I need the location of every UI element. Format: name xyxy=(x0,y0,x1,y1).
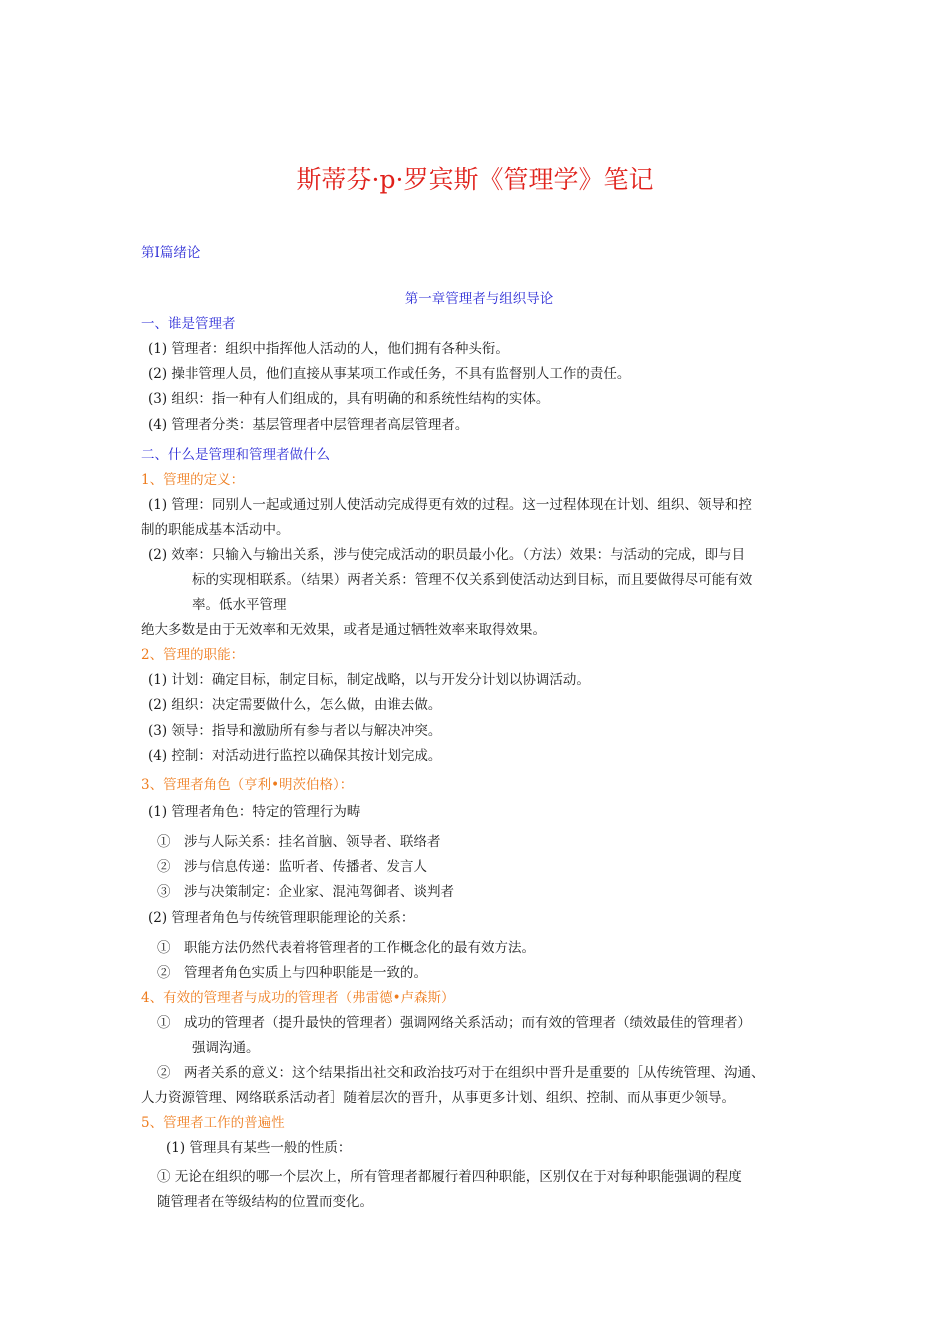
sub-list-item: ① 涉与人际关系：挂名首脑、领导者、联络者 xyxy=(157,834,441,850)
paragraph-line: ① 成功的管理者（提升最快的管理者）强调网络关系活动；而有效的管理者（绩效最佳的管理者） xyxy=(157,1015,751,1031)
paragraph-line: ② 两者关系的意义：这个结果指出社交和政治技巧对于在组织中晋升是重要的［从传统管理、沟通、 xyxy=(157,1065,765,1081)
document-title: 斯蒂芬·p·罗宾斯《管理学》笔记 xyxy=(296,165,654,194)
list-item: (1) 计划：确定目标，制定目标，制定战略，以与开发分计划以协调活动。 xyxy=(148,672,590,688)
sub-list-item: ② 管理者角色实质上与四种职能是一致的。 xyxy=(157,965,427,981)
sub-list-item: ① 职能方法仍然代表着将管理者的工作概念化的最有效方法。 xyxy=(157,940,535,956)
paragraph-line: 绝大多数是由于无效率和无效果，或者是通过牺牲效率来取得效果。 xyxy=(141,622,546,638)
section-heading: 二、什么是管理和管理者做什么 xyxy=(141,447,330,463)
subsection-heading: 2、管理的职能： xyxy=(141,647,245,663)
list-item: (4) 管理者分类：基层管理者中层管理者高层管理者。 xyxy=(148,417,469,433)
paragraph-line: 强调沟通。 xyxy=(192,1040,260,1056)
sub-list-item: ② 涉与信息传递：监听者、传播者、发言人 xyxy=(157,859,427,875)
subsection-heading: 5、管理者工作的普遍性 xyxy=(141,1115,285,1131)
part-heading: 第Ⅰ篇绪论 xyxy=(141,245,201,261)
paragraph-line: 随管理者在等级结构的位置而变化。 xyxy=(157,1194,373,1210)
list-item: (3) 组织：指一种有人们组成的，具有明确的和系统性结构的实体。 xyxy=(148,391,550,407)
list-item: (4) 控制：对活动进行监控以确保其按计划完成。 xyxy=(148,748,442,764)
list-item: (1) 管理者角色：特定的管理行为畴 xyxy=(148,804,361,820)
paragraph-line: 制的职能成基本活动中。 xyxy=(141,522,290,538)
paragraph-line: (2) 效率：只输入与输出关系，涉与使完成活动的职员最小化。（方法）效果：与活动的完成，即与目 xyxy=(148,547,746,563)
paragraph-line: (1) 管理：同别人一起或通过别人使活动完成得更有效的过程。这一过程体现在计划、组织、领导和控 xyxy=(148,497,752,513)
subsection-heading: 1、管理的定义： xyxy=(141,472,245,488)
paragraph-line: 人力资源管理、网络联系活动者］随着层次的晋升，从事更多计划、组织、控制、而从事更少领导。 xyxy=(141,1090,735,1106)
list-item: (3) 领导：指导和激励所有参与者以与解决冲突。 xyxy=(148,723,442,739)
subsection-heading: 4、有效的管理者与成功的管理者（弗雷德•卢森斯） xyxy=(141,990,455,1006)
subsection-heading: 3、管理者角色（亨利•明茨伯格）： xyxy=(141,777,354,793)
list-item: (2) 组织：决定需要做什么，怎么做，由谁去做。 xyxy=(148,697,442,713)
paragraph-line: 率。低水平管理 xyxy=(192,597,287,613)
paragraph-line: 标的实现相联系。（结果）两者关系：管理不仅关系到使活动达到目标，而且要做得尽可能有效 xyxy=(192,572,753,588)
chapter-heading: 第一章管理者与组织导论 xyxy=(404,291,554,307)
list-item: (2) 操非管理人员，他们直接从事某项工作或任务，不具有监督别人工作的责任。 xyxy=(148,366,631,382)
list-item: (2) 管理者角色与传统管理职能理论的关系： xyxy=(148,910,415,926)
list-item: (1) 管理者：组织中指挥他人活动的人，他们拥有各种头衔。 xyxy=(148,341,509,357)
section-heading: 一、谁是管理者 xyxy=(141,316,236,332)
list-item: (1) 管理具有某些一般的性质： xyxy=(166,1140,352,1156)
paragraph-line: ① 无论在组织的哪一个层次上，所有管理者都履行着四种职能，区别仅在于对每种职能强调的程度 xyxy=(157,1169,742,1185)
sub-list-item: ③ 涉与决策制定：企业家、混沌驾御者、谈判者 xyxy=(157,884,454,900)
